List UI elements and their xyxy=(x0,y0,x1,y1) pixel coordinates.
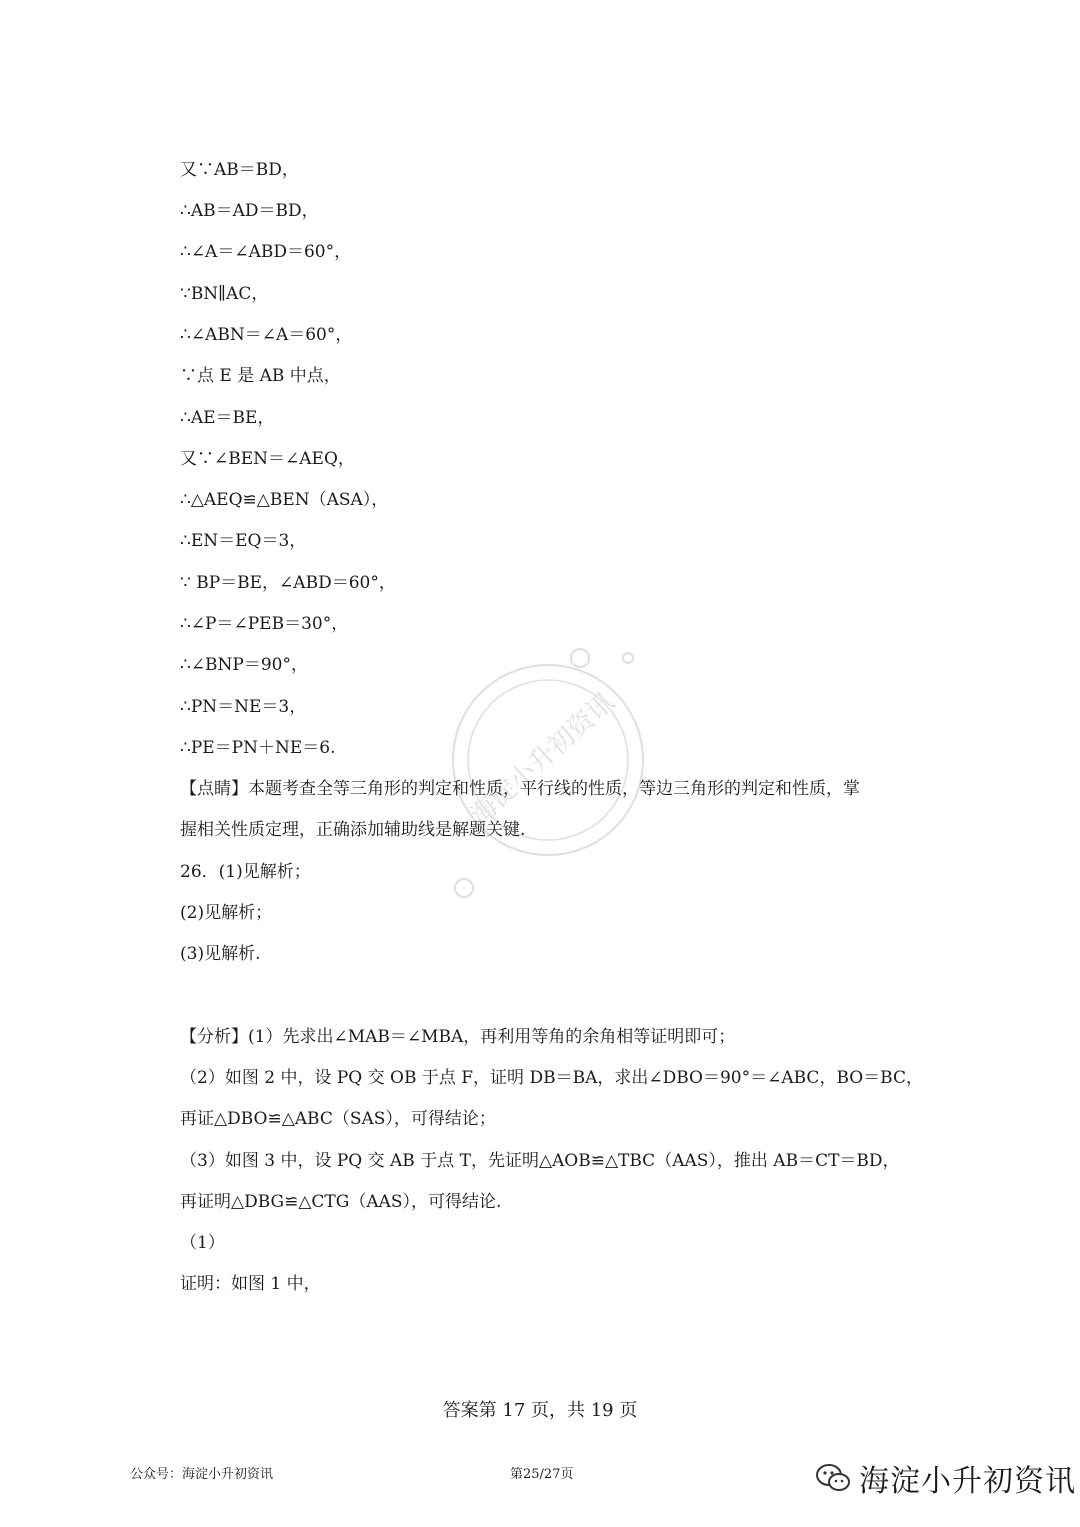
text-line: 又∵AB＝BD， xyxy=(180,160,299,180)
wechat-icon xyxy=(815,1462,851,1494)
text-line: ∴AB＝AD＝BD， xyxy=(180,201,319,221)
analysis-line: 【分析】(1）先求出∠MAB＝∠MBA，再利用等角的余角相等证明即可； xyxy=(180,1027,736,1047)
text-line: ∴∠A＝∠ABD＝60°， xyxy=(180,242,352,262)
analysis-line: 再证△DBO≌△ABC（SAS），可得结论； xyxy=(180,1109,496,1129)
text-line: ∴△AEQ≌△BEN（ASA）， xyxy=(180,490,389,510)
text-line: ∴EN＝EQ＝3， xyxy=(180,531,307,551)
analysis-line: 再证明△DBG≌△CTG（AAS），可得结论. xyxy=(180,1192,502,1212)
comment-line: 【点睛】本题考查全等三角形的判定和性质，平行线的性质，等边三角形的判定和性质，掌 xyxy=(180,779,860,799)
text-line: 又∵∠BEN＝∠AEQ， xyxy=(180,449,355,469)
question-number-line: 26．(1)见解析； xyxy=(180,862,311,882)
text-line: ∴PE＝PN＋NE＝6. xyxy=(180,738,336,758)
text-line: (3)见解析. xyxy=(180,944,261,964)
text-line: ∵BN∥AC， xyxy=(180,284,269,304)
text-line: ∴∠P＝∠PEB＝30°， xyxy=(180,614,349,634)
brand-name: 海淀小升初资讯 xyxy=(859,1464,1076,1499)
watermark-text: 海淀小升初资讯 xyxy=(464,687,621,832)
brand-logo xyxy=(815,1456,1076,1500)
watermark-stamp xyxy=(430,630,670,910)
analysis-line: （2）如图 2 中，设 PQ 交 OB 于点 F，证明 DB＝BA，求出∠DBO＝90°＝∠ABC，BO＝BC， xyxy=(180,1068,924,1088)
comment-line: 握相关性质定理，正确添加辅助线是解题关键. xyxy=(180,820,526,840)
text-line: （1） xyxy=(180,1233,225,1253)
text-line: ∵点 E 是 AB 中点， xyxy=(180,366,341,386)
page-footer: 答案第 17 页，共 19 页 xyxy=(442,1400,638,1421)
text-line: ∵ BP＝BE，∠ABD＝60°， xyxy=(180,573,396,593)
page-count: 第25/27页 xyxy=(510,1467,574,1482)
text-line: 证明：如图 1 中， xyxy=(180,1274,321,1294)
text-line: ∴AE＝BE， xyxy=(180,408,275,428)
account-label: 公众号：海淀小升初资讯 xyxy=(130,1467,274,1482)
analysis-line: （3）如图 3 中，设 PQ 交 AB 于点 T，先证明△AOB≌△TBC（AAS），推出 AB＝CT＝BD， xyxy=(180,1151,900,1171)
text-line: ∴PN＝NE＝3， xyxy=(180,697,307,717)
text-line: (2)见解析； xyxy=(180,903,273,923)
text-line: ∴∠ABN＝∠A＝60°， xyxy=(180,325,353,345)
text-line: ∴∠BNP＝90°， xyxy=(180,655,308,675)
